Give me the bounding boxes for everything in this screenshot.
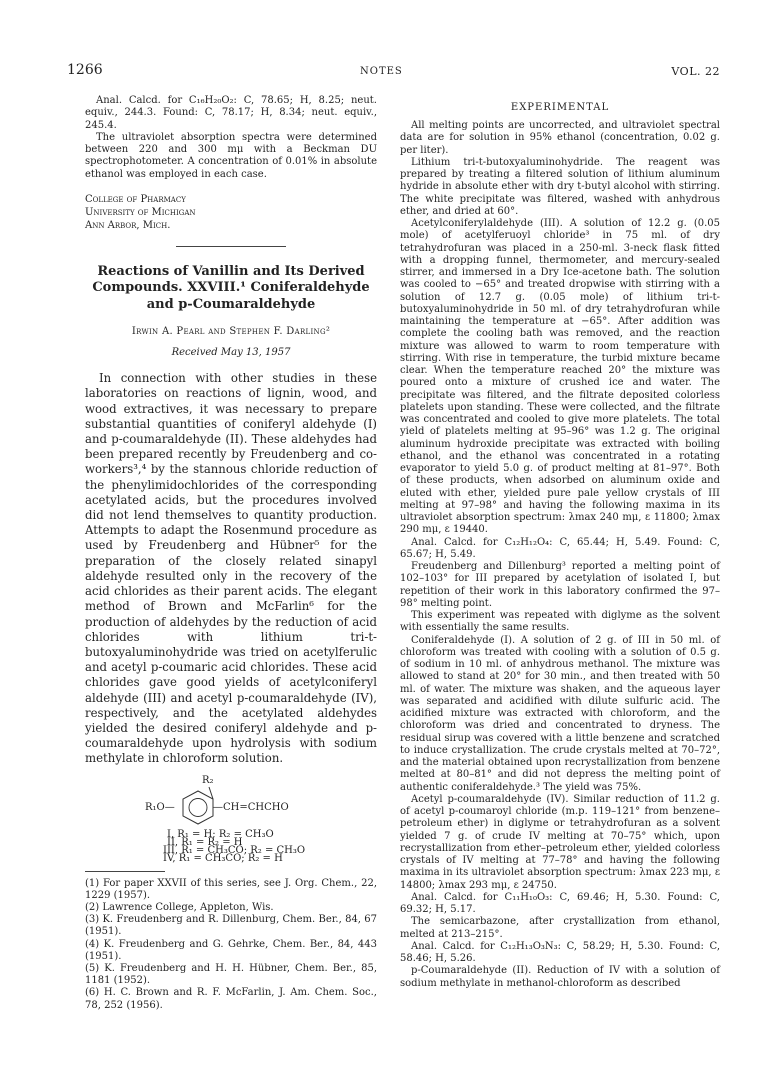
exp-paragraph: Anal. Calcd. for C₁₁H₁₀O₃: C, 69.46; H, 5.30. Found: C, 69.32; H, 5.17.: [400, 891, 720, 915]
structure-figure: [85, 767, 377, 863]
r1o-label: R₁O—: [145, 801, 175, 813]
exp-paragraph: Freudenberg and Dillenburg³ reported a melting point of 102–103° for III prepared by acetylation of isolated I, but repetition of their work in this laboratory confirmed the 97–98° melting point.: [400, 561, 720, 609]
footnote: (1) For paper XXVII of this series, see J. Org. Chem., 22, 1229 (1957).: [85, 877, 377, 901]
prev-spectra-note: The ultraviolet absorption spectra were determined between 220 and 300 mμ with a Beckman DU spectrophotometer. A concentration of 0.01% in absolute ethanol was employed in each case.: [85, 131, 377, 180]
exp-paragraph: Lithium tri-t-butoxyaluminohydride. The reagent was prepared by treating a filtered solution of lithium aluminum hydride in absolute ether with dry t-butyl alcohol with stirring. The white precipitate was filtered, washed with anhydrous ether, and dried at 60°.: [400, 156, 720, 217]
footnote: (3) K. Freudenberg and R. Dillenburg, Chem. Ber., 84, 67 (1951).: [85, 914, 377, 938]
exp-paragraph: Anal. Calcd. for C₁₂H₁₃O₃N₃: C, 58.29; H, 5.30. Found: C, 58.46; H, 5.26.: [400, 940, 720, 964]
footnote: (6) H. C. Brown and R. F. McFarlin, J. Am. Chem. Soc., 78, 252 (1956).: [85, 987, 377, 1011]
running-header: [0, 62, 765, 84]
exp-paragraph: The semicarbazone, after crystallization from ethanol, melted at 213–215°.: [400, 916, 720, 940]
header-section: NOTES: [360, 66, 403, 77]
header-volume: VOL. 22: [671, 65, 720, 78]
authors: Irwin A. Pearl and Stephen F. Darling²: [131, 326, 331, 338]
received-date: Received May 13, 1957: [171, 347, 291, 359]
section-heading: EXPERIMENTAL: [510, 102, 610, 113]
exp-paragraph: This experiment was repeated with diglyme as the solvent with essentially the same results.: [400, 610, 720, 634]
footnote: (4) K. Freudenberg and G. Gehrke, Chem. Ber., 84, 443 (1951).: [85, 938, 377, 962]
article-title: Reactions of Vanillin and Its Derived Compounds. XXVIII.¹ Coniferaldehyde and p-Coumaraldehyde: [92, 263, 370, 312]
affil-line: Ann Arbor, Mich.: [85, 219, 171, 231]
footnote: (2) Lawrence College, Appleton, Wis.: [85, 901, 274, 913]
footnotes: [85, 878, 377, 1012]
exp-paragraph: Acetylconiferylaldehyde (III). A solution of 12.2 g. (0.05 mole) of acetylferuoyl chloride³ in 75 ml. of dry tetrahydrofuran was placed in a 250-ml. 3-neck flask fitted with a dropping funnel, thermometer, and mercury-sealed stirrer, and immersed in a Dry Ice-acetone bath. The solution was cooled to −65° and treated dropwise with stirring with a solution of 12.7 g. (0.05 mole) of lithium tri-t-butoxyaluminohydride in 50 ml. of dry tetrahydrofuran while maintaining the temperature at −65°. After addition was complete the cooling bath was removed, and the reaction mixture was allowed to warm to room temperature with stirring. With rise in temperature, the turbid mixture became clear. When the temperature reached 20° the mixture was poured onto a mixture of crushed ice and water. The precipitate was filtered, and the filtrate deposited colorless platelets upon standing. These were collected, and the filtrate was concentrated and cooled to give more platelets. The total yield of platelets melting at 95–96° was 1.2 g. The original aluminum hydroxide precipitate was extracted with boiling ethanol, and the ethanol was concentrated in a rotating evaporator to yield 5.0 g. of product melting at 81–97°. Both of these products, when adsorbed on aluminum oxide and eluted with ether, yielded pure pale yellow crystals of III melting at 97–98° and having the following maxima in its ultraviolet absorption spectrum: λmax 240 mμ, ε 11800; λmax 290 mμ, ε 19440.: [400, 218, 720, 536]
side-chain-label: —CH=CHCHO: [213, 801, 289, 813]
exp-paragraph: p-Coumaraldehyde (II). Reduction of IV with a solution of sodium methylate in methanol-chloroform as described: [400, 965, 720, 989]
exp-paragraph: Anal. Calcd. for C₁₂H₁₂O₄: C, 65.44; H, 5.49. Found: C, 65.67; H, 5.49.: [400, 536, 720, 560]
compound-line: IV, R₁ = CH₃CO; R₂ = H: [163, 852, 283, 864]
page-number: 1266: [67, 62, 103, 78]
right-column: [400, 95, 720, 990]
exp-paragraph: All melting points are uncorrected, and ultraviolet spectral data are for solution in 95% ethanol (concentration, 0.02 g. per liter).: [400, 120, 720, 156]
r2-label: R₂: [202, 774, 214, 786]
affil-line: College of Pharmacy: [85, 193, 186, 205]
exp-paragraph: Acetyl p-coumaraldehyde (IV). Similar reduction of 11.2 g. of acetyl p-coumaroyl chloride (m.p. 119–121° from benzene–petroleum ether) in diglyme or tetrahydrofuran as a solvent yielded 7 g. of crude IV melting at 70–75° which, upon recrystallization from ether–petroleum ether, yielded colorless crystals of IV melting at 77–78° and having the following maxima in its ultraviolet absorption spectrum: λmax 223 mμ, ε 14800; λmax 293 mμ, ε 24750.: [400, 793, 720, 891]
prev-analysis: Anal. Calcd. for C₁₆H₂₀O₂: C, 78.65; H, 8.25; neut. equiv., 244.3. Found: C, 78.17; H, 8.34; neut. equiv., 245.4.: [85, 95, 377, 131]
exp-paragraph: Coniferaldehyde (I). A solution of 2 g. of III in 50 ml. of chloroform was treated with cooling with a solution of 0.5 g. of sodium in 10 ml. of anhydrous methanol. The mixture was allowed to stand at 20° for 30 min., and then treated with 50 ml. of water. The mixture was shaken, and the aqueous layer was separated and acidified with dilute sulfuric acid. The acidified mixture was extracted with chloroform, and the chloroform was dried and concentrated to dryness. The residual sirup was covered with a little benzene and scratched to induce crystallization. The crude crystals melted at 70–72°, and the material obtained upon recrystallization from benzene melted at 80–81° and did not depress the melting point of authentic coniferaldehyde.³ The yield was 75%.: [400, 634, 720, 793]
left-column: [85, 95, 377, 1012]
intro-paragraph: In connection with other studies in these laboratories on reactions of lignin, wood, and wood extractives, it was necessary to prepare substantial quantities of coniferyl aldehyde (I) and p-coumaraldehyde (II). These aldehydes had been prepared recently by Freudenberg and co-workers³,⁴ by the stannous chloride reduction of the phenylimidochlorides of the corresponding acetylated acids, but the procedures involved did not lend themselves to quantity production. Attempts to adapt the Rosenmund procedure as used by Freudenberg and Hübner⁵ for the preparation of the closely related sinapyl aldehyde resulted only in the recovery of the acid chlorides as their parent acids. The elegant method of Brown and McFarlin⁶ for the production of aldehydes by the reduction of acid chlorides with lithium tri-t-butoxyaluminohydride was tried on acetylferulic and acetyl p-coumaric acid chlorides. These acid chlorides gave good yields of acetylconiferyl aldehyde (III) and acetyl p-coumaraldehyde (IV), respectively, and the acetylated aldehydes yielded the desired coniferyl aldehyde and p-coumaraldehyde upon hydrolysis with sodium methylate in chloroform solution.: [85, 371, 377, 766]
compound-line: II, R₁ = R₂ = H: [167, 836, 243, 848]
footnote: (5) K. Freudenberg and H. H. Hübner, Chem. Ber., 85, 1181 (1952).: [85, 962, 377, 987]
affil-line: University of Michigan: [85, 206, 196, 218]
compound-line: III, R₁ = CH₃CO; R₂ = CH₃O: [163, 844, 306, 856]
compound-line: I, R₁ = H; R₂ = CH₃O: [167, 828, 274, 840]
